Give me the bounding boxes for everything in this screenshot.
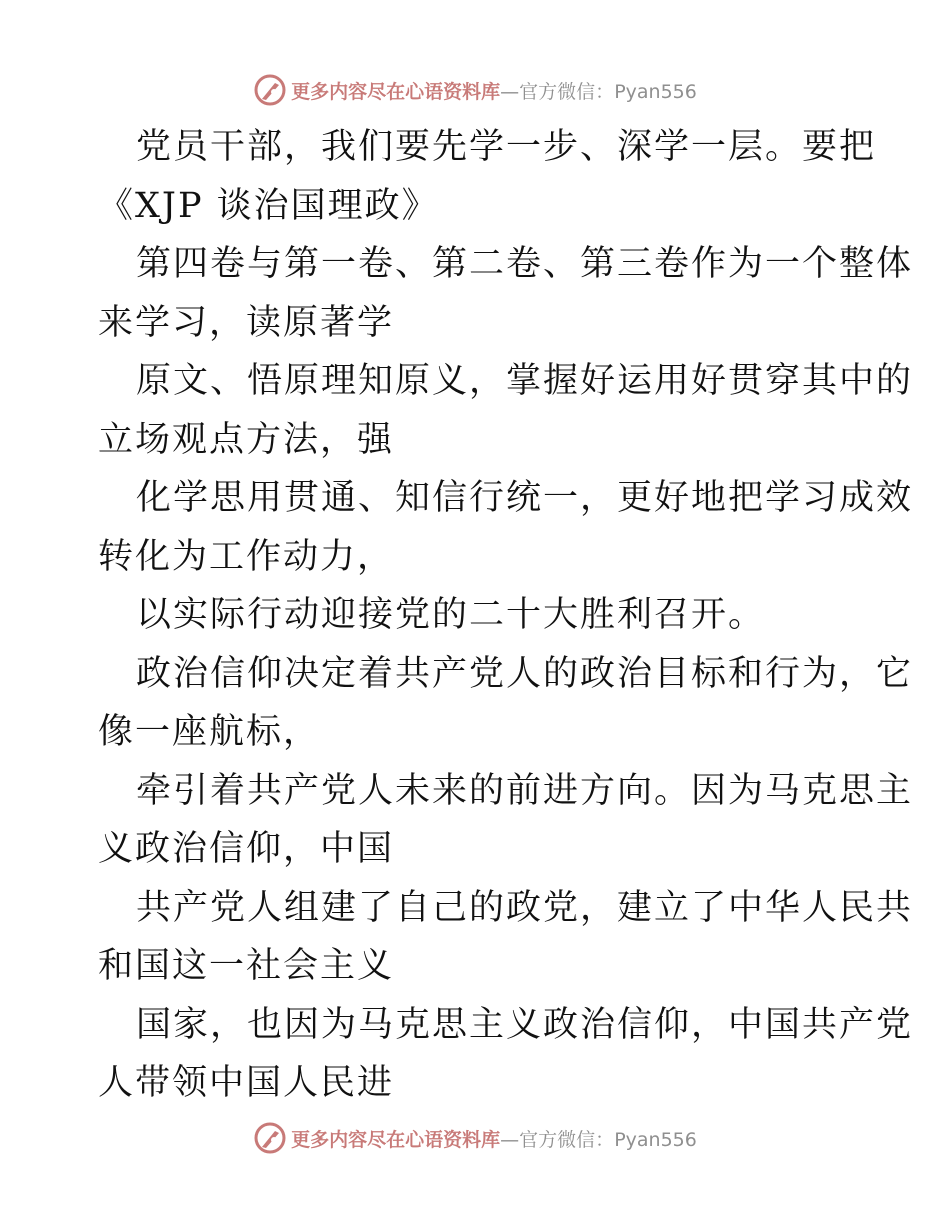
- text-line: 党员干部，我们要先学一步、深学一层。要把: [136, 127, 877, 167]
- text-line: 牵引着共产党人未来的前进方向。因为马克思主: [136, 770, 914, 811]
- watermark-title: 更多内容尽在心语资料库: [291, 80, 501, 103]
- document-body: [98, 118, 914, 1113]
- text-line: 像一座航标，: [98, 712, 321, 752]
- quill-circle-icon: [253, 1121, 287, 1155]
- text-line: 《XJP 谈治国理政》: [98, 185, 439, 226]
- footer-watermark: [0, 1118, 950, 1158]
- watermark-title: 更多内容尽在心语资料库: [291, 1128, 501, 1151]
- text-line: 来学习，读原著学: [98, 302, 395, 343]
- watermark-separator: —: [500, 80, 520, 103]
- text-line: 化学思用贯通、知信行统一，更好地把学习成效: [136, 478, 914, 518]
- text-line: 义政治信仰，中国: [98, 829, 395, 869]
- watermark-wechat-id: Pyan556: [614, 80, 697, 103]
- watermark-text: [291, 1125, 697, 1152]
- text-line: 以实际行动迎接党的二十大胜利召开。: [136, 595, 766, 635]
- text-line: 共产党人组建了自己的政党，建立了中华人民共: [136, 887, 914, 928]
- quill-circle-icon: [253, 73, 287, 107]
- text-line: 人带领中国人民进: [98, 1063, 395, 1103]
- text-line: 原文、悟原理知原义，掌握好运用好贯穿其中的: [136, 361, 914, 401]
- watermark-wechat-label: 官方微信：: [519, 1128, 615, 1151]
- text-line: 政治信仰决定着共产党人的政治目标和行为，它: [136, 653, 914, 694]
- text-line: 国家，也因为马克思主义政治信仰，中国共产党: [136, 1004, 914, 1045]
- header-watermark: [0, 70, 950, 110]
- text-line: 立场观点方法，强: [98, 419, 395, 460]
- watermark-wechat-id: Pyan556: [614, 1128, 697, 1151]
- watermark-text: [291, 77, 697, 104]
- watermark-separator: —: [500, 1128, 520, 1151]
- text-line: 转化为工作动力，: [98, 536, 395, 577]
- text-line: 和国这一社会主义: [98, 946, 395, 986]
- text-line: 第四卷与第一卷、第二卷、第三卷作为一个整体: [136, 244, 914, 284]
- watermark-wechat-label: 官方微信：: [519, 80, 615, 103]
